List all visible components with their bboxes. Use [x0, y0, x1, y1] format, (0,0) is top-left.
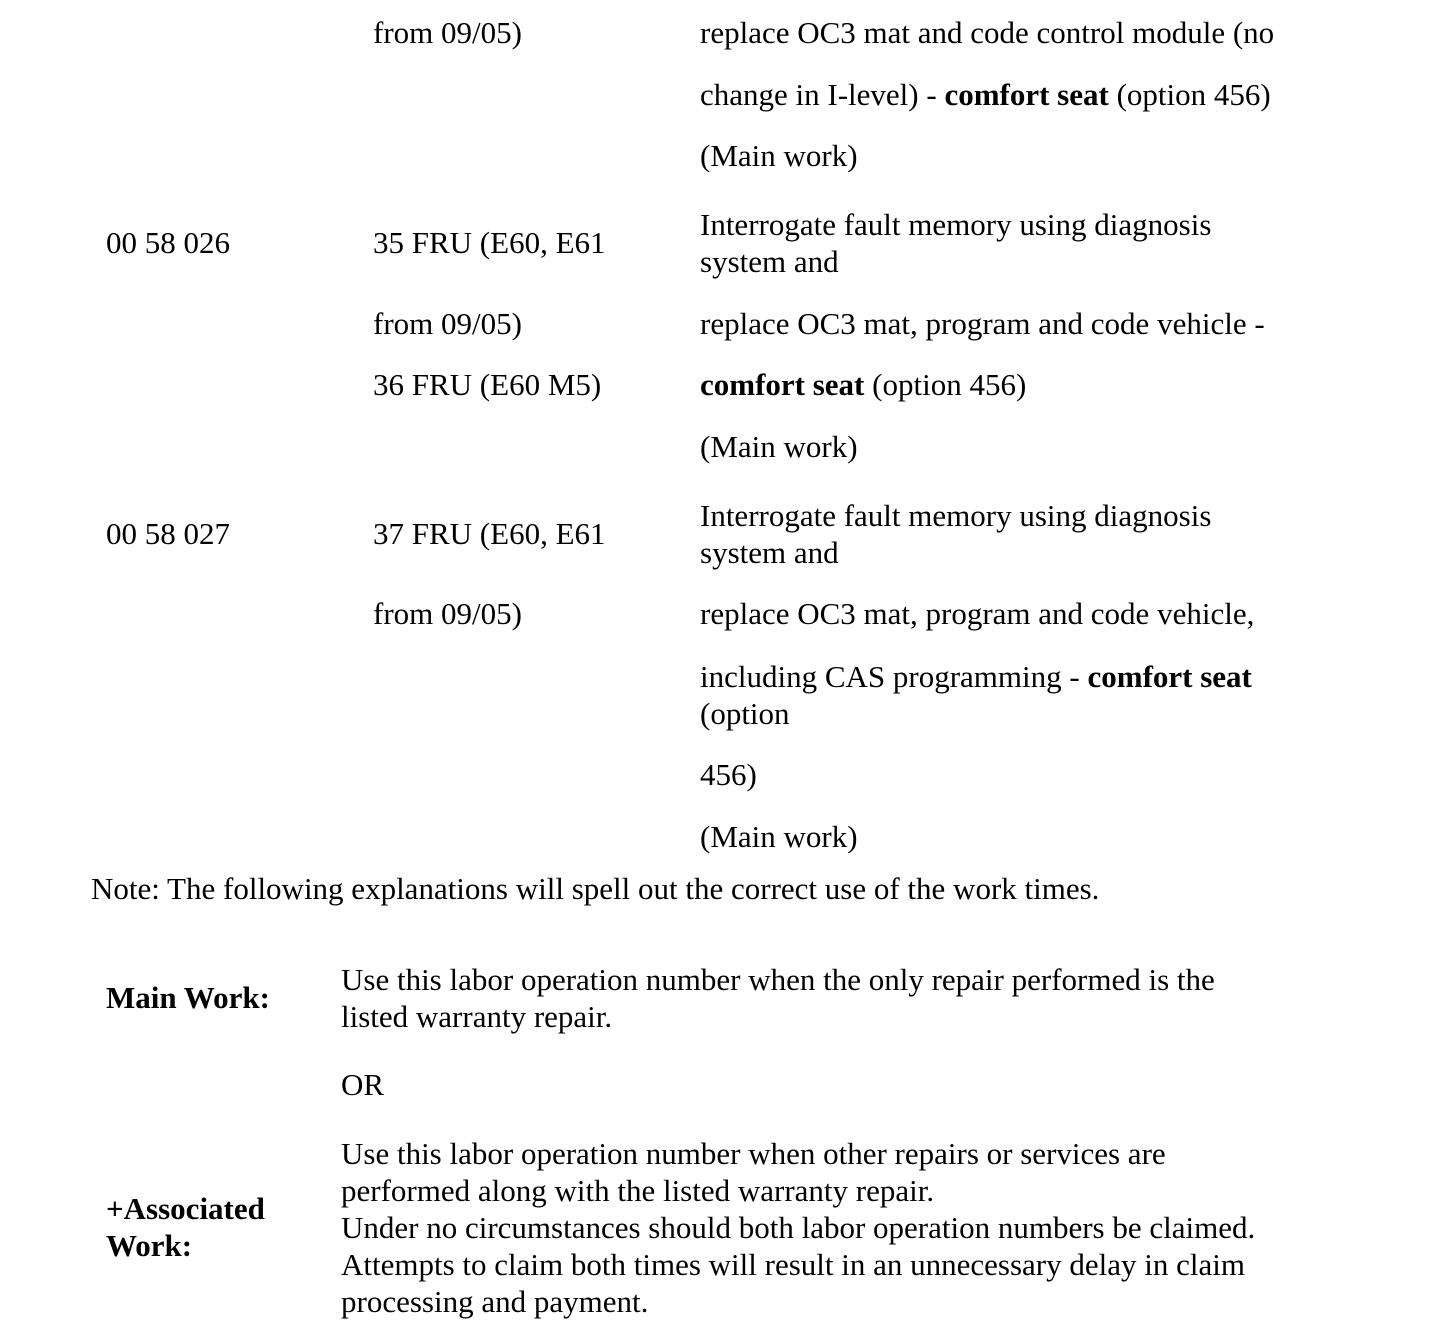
description-line: (option — [700, 696, 790, 731]
definition-line: Use this labor operation number when other repairs or services are — [341, 1136, 1166, 1171]
description-line: including CAS programming - comfort seat — [700, 659, 1252, 694]
work-type: (Main work) — [700, 138, 858, 173]
associated-work-label: +Associated — [106, 1191, 265, 1226]
description-line: replace OC3 mat, program and code vehicle - — [700, 306, 1265, 341]
fru-cell: from 09/05) — [373, 15, 522, 50]
fru-cell: 35 FRU (E60, E61 — [373, 225, 606, 260]
comfort-seat-label: comfort seat — [700, 367, 865, 402]
work-type: (Main work) — [700, 429, 858, 464]
fru-cell: from 09/05) — [373, 306, 522, 341]
description-line: replace OC3 mat and code control module (no — [700, 15, 1275, 50]
fru-cell: from 09/05) — [373, 596, 522, 631]
or-text: OR — [341, 1067, 385, 1102]
work-type: (Main work) — [700, 819, 858, 854]
associated-work-label: Work: — [106, 1228, 193, 1263]
description-line: change in I-level) - comfort seat (option 456) — [700, 77, 1271, 112]
labor-code: 00 58 026 — [106, 225, 230, 260]
description-line: 456) — [700, 757, 757, 792]
definition-line: listed warranty repair. — [341, 999, 613, 1034]
fru-cell: 37 FRU (E60, E61 — [373, 516, 606, 551]
description-line: comfort seat (option 456) — [700, 367, 1027, 402]
description-line: Interrogate fault memory using diagnosis — [700, 498, 1212, 533]
definition-line: Attempts to claim both times will result in an unnecessary delay in claim — [341, 1247, 1245, 1282]
description-line: replace OC3 mat, program and code vehicle, — [700, 596, 1255, 631]
fru-cell: 36 FRU (E60 M5) — [373, 367, 602, 402]
description-line: system and — [700, 535, 839, 570]
description-line: system and — [700, 244, 839, 279]
definition-line: Use this labor operation number when the only repair performed is the — [341, 962, 1215, 997]
main-work-label: Main Work: — [106, 980, 270, 1015]
definition-line: Under no circumstances should both labor operation numbers be claimed. — [341, 1210, 1256, 1245]
note-text: Note: The following explanations will spell out the correct use of the work times. — [91, 871, 1100, 906]
definition-line: processing and payment. — [341, 1284, 649, 1319]
comfort-seat-label: comfort seat — [1087, 659, 1252, 694]
definition-line: performed along with the listed warranty repair. — [341, 1173, 935, 1208]
comfort-seat-label: comfort seat — [944, 77, 1109, 112]
labor-code: 00 58 027 — [106, 516, 230, 551]
description-line: Interrogate fault memory using diagnosis — [700, 207, 1212, 242]
